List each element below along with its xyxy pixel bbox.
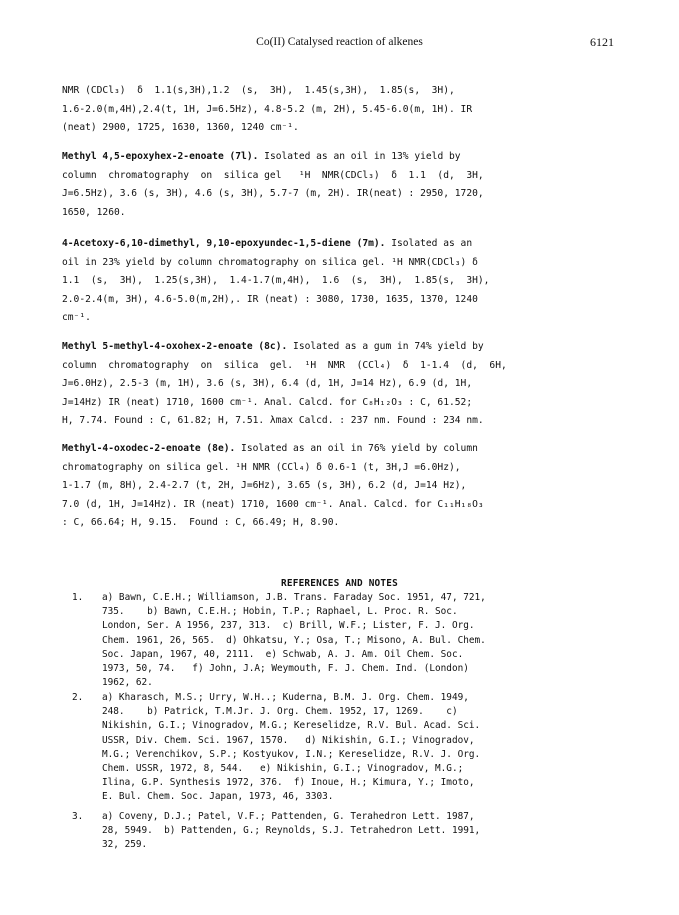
compound-heading-line (62, 148, 618, 167)
text-line: column chromatography on silica gel. ¹H NMR (CCl₄) δ 1-1.4 (d, 6H, (62, 359, 507, 371)
nmr-continuation-paragraph (62, 82, 618, 138)
compound-8c-paragraph (62, 338, 618, 431)
reference-line: 1973, 50, 74. f) John, J.A; Weymouth, F. J. Chem. Ind. (London) (102, 663, 469, 675)
reference-line: a) Kharasch, M.S.; Urry, W.H..; Kuderna, B.M. J. Org. Chem. 1949, (102, 692, 469, 703)
reference-line: Chem. USSR, 1972, 8, 544. e) Nikishin, G.I.; Vinogradov, M.G.; (102, 763, 464, 775)
page-number: 6121 (590, 35, 614, 49)
text-line: 1.1 (s, 3H), 1.25(s,3H), 1.4-1.7(m,4H), 1.6 (s, 3H), 1.85(s, 3H), (62, 275, 490, 287)
reference-line: Soc. Japan, 1967, 40, 2111. e) Schwab, A. J. Am. Oil Chem. Soc. (102, 648, 464, 660)
text-line: 7.0 (d, 1H, J=14Hz). IR (neat) 1710, 1600 cm⁻¹. Anal. Calcd. for C₁₁H₁₈O₃ (62, 498, 484, 510)
reference-line: a) Bawn, C.E.H.; Williamson, J.B. Trans. Faraday Soc. 1951, 47, 721, (102, 592, 486, 603)
reference-line: M.G.; Verenchikov, S.P.; Kostyukov, I.N.; Kereselidze, R.V. J. Org. (102, 748, 481, 760)
compound-name: Methyl 4,5-epoxyhex-2-enoate (7l). (62, 151, 259, 162)
reference-line: E. Bul. Chem. Soc. Japan, 1973, 46, 3303. (102, 791, 334, 803)
reference-line: USSR, Div. Chem. Sci. 1967, 1570. d) Nikishin, G.I.; Vinogradov, (102, 734, 475, 746)
compound-heading-line (62, 440, 618, 459)
compound-name: 4-Acetoxy-6,10-dimethyl, 9,10-epoxyundec-1,5-diene (7m). (62, 238, 386, 249)
reference-line: Chem. 1961, 26, 565. d) Ohkatsu, Y.; Osa, T.; Misono, A. Bul. Chem. (102, 634, 486, 646)
text-line: cm⁻¹. (62, 312, 91, 324)
text-fragment: Isolated as an oil in 76% yield by column (235, 443, 478, 454)
text-line: 1-1.7 (m, 8H), 2.4-2.7 (t, 2H, J=6Hz), 3.65 (s, 3H), 6.2 (d, J=14 Hz), (62, 480, 467, 492)
text-line: oil in 23% yield by column chromatography on silica gel. ¹H NMR(CDCl₃) δ (62, 256, 478, 268)
reference-text (102, 691, 480, 805)
reference-text (102, 591, 486, 690)
reference-line: 32, 259. (102, 839, 148, 851)
text-line: 1.6-2.0(m,4H),2.4(t, 1H, J=6.5Hz), 4.8-5.2 (m, 2H), 5.45-6.0(m, 1H). IR (62, 103, 473, 115)
compound-8e-paragraph (62, 440, 618, 533)
compound-7m-paragraph (62, 235, 618, 328)
reference-number: 3. (72, 811, 84, 822)
reference-text (102, 810, 480, 853)
compound-name: Methyl 5-methyl-4-oxohex-2-enoate (8c). (62, 341, 288, 352)
text-line: J=6.0Hz), 2.5-3 (m, 1H), 3.6 (s, 3H), 6.4 (d, 1H, J=14 Hz), 6.9 (d, 1H, (62, 378, 473, 390)
reference-line: a) Coveny, D.J.; Patel, V.F.; Pattenden, G. Terahedron Lett. 1987, (102, 811, 475, 822)
reference-line: 248. b) Patrick, T.M.Jr. J. Org. Chem. 1952, 17, 1269. c) (102, 706, 458, 718)
text-line: : C, 66.64; H, 9.15. Found : C, 66.49; H, 8.90. (62, 517, 340, 529)
compound-heading-line (62, 338, 618, 357)
text-line: column chromatography on silica gel ¹H NMR(CDCl₃) δ 1.1 (d, 3H, (62, 169, 484, 181)
reference-line: 735. b) Bawn, C.E.H.; Hobin, T.P.; Raphael, L. Proc. R. Soc. (102, 606, 458, 618)
compound-7l-paragraph (62, 148, 618, 222)
reference-line: 1962, 62. (102, 677, 153, 689)
reference-number: 1. (72, 592, 84, 603)
text-fragment: Isolated as an (385, 238, 473, 249)
reference-line: Ilina, G.P. Synthesis 1972, 376. f) Inoue, H.; Kimura, Y.; Imoto, (102, 777, 475, 789)
text-line: (neat) 2900, 1725, 1630, 1360, 1240 cm⁻¹. (62, 122, 299, 134)
text-line: 1650, 1260. (62, 206, 126, 218)
reference-number: 2. (72, 692, 84, 703)
text-line: NMR (CDCl₃) δ 1.1(s,3H),1.2 (s, 3H), 1.45(s,3H), 1.85(s, 3H), (62, 85, 455, 96)
text-line: chromatography on silica gel. ¹H NMR (CCl₄) δ 0.6-1 (t, 3H,J =6.0Hz), (62, 461, 461, 473)
reference-line: Nikishin, G.I.; Vinogradov, M.G.; Kereselidze, R.V. Bul. Acad. Sci. (102, 720, 481, 732)
text-fragment: Isolated as a gum in 74% yield by (287, 341, 484, 352)
compound-name: Methyl-4-oxodec-2-enoate (8e). (62, 443, 236, 454)
reference-line: London, Ser. A 1956, 237, 313. c) Brill, W.F.; Lister, F. J. Org. (102, 620, 475, 632)
text-fragment: Isolated as an oil in 13% yield by (258, 151, 461, 162)
text-line: J=14Hz) IR (neat) 1710, 1600 cm⁻¹. Anal. Calcd. for C₈H₁₂O₃ : C, 61.52; (62, 396, 473, 408)
running-header-title: Co(II) Catalysed reaction of alkenes (256, 36, 423, 48)
text-line: H, 7.74. Found : C, 61.82; H, 7.51. λmax Calcd. : 237 nm. Found : 234 nm. (62, 415, 484, 427)
text-line: J=6.5Hz), 3.6 (s, 3H), 4.6 (s, 3H), 5.7-7 (m, 2H). IR(neat) : 2950, 1720, (62, 188, 484, 200)
reference-line: 28, 5949. b) Pattenden, G.; Reynolds, S.J. Tetrahedron Lett. 1991, (102, 825, 481, 837)
references-heading: REFERENCES AND NOTES (281, 578, 398, 589)
text-line: 2.0-2.4(m, 3H), 4.6-5.0(m,2H),. IR (neat) : 3080, 1730, 1635, 1370, 1240 (62, 293, 478, 305)
compound-heading-line (62, 235, 618, 254)
